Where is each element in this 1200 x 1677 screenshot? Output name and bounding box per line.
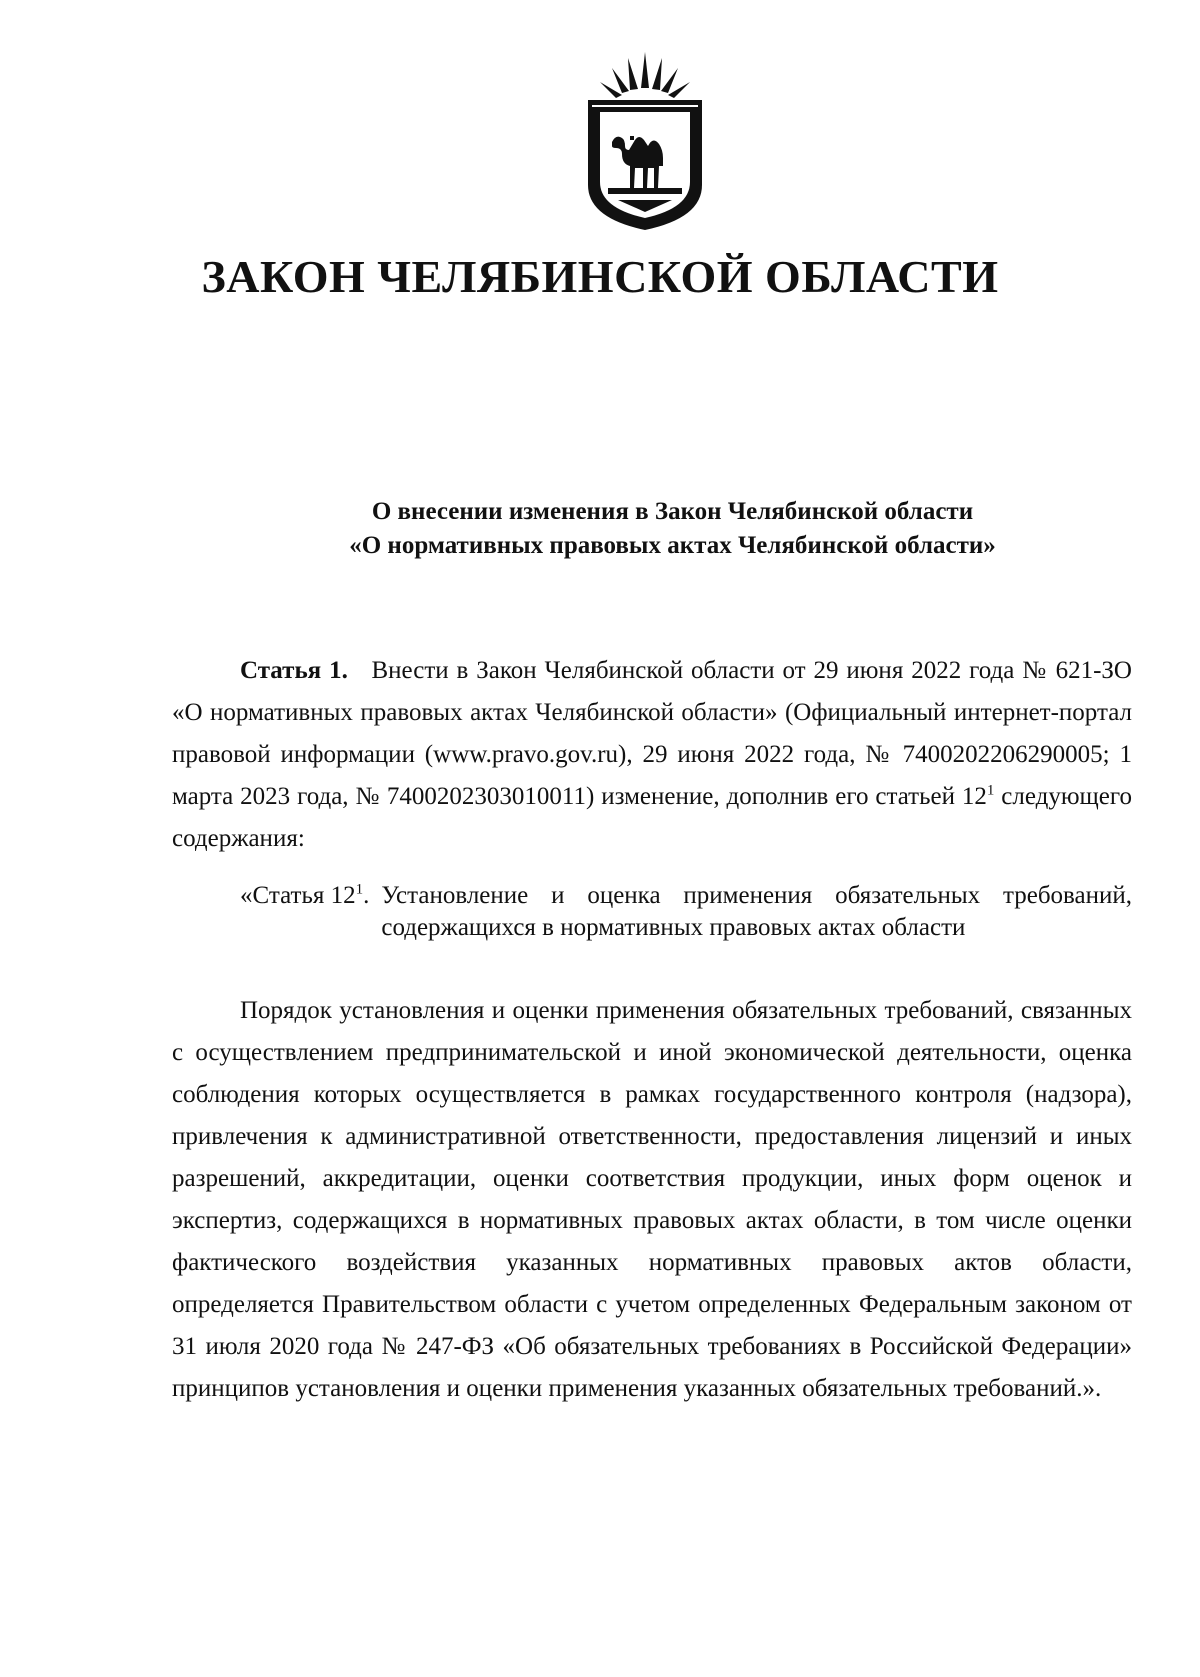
article-text: Внести в Закон Челябинской области от 29 июня 2022 года № 621-ЗО «О нормативных правовых актах Челябинской области» (Официальный интернет-портал правовой информации (www.pravo.gov.ru), 29 июня 2022 года, № 7400202206290005; 1 марта 2023 года, № 7400202303010011) изменение, дополнив его статьей 12 <box>172 657 1132 810</box>
inserted-article-heading <box>240 880 1132 944</box>
subtitle-line: О внесении изменения в Закон Челябинской области <box>371 498 974 525</box>
inserted-article-title: Установление и оценка применения обязательных требований, содержащихся в нормативных правовых актах области <box>381 882 1132 941</box>
inserted-article-paragraph: Порядок установления и оценки применения обязательных требований, связанных с осуществлением предпринимательской и иной экономической деятельности, оценка соблюдения которых осуществляется в рамках государственного контроля (надзора), привлечения к административной ответственности, предоставления лицензий и иных разрешений, аккредитации, оценки соответствия продукции, иных форм оценок и экспертиз, содержащихся в нормативных правовых актах области, в том числе оценки фактического воздействия указанных нормативных правовых актов области, определяется Правительством области с учетом определенных Федеральным законом от 31 июля 2020 года № 247-ФЗ «Об обязательных требованиях в Российской Федерации» принципов установления и оценки применения указанных обязательных требований.». <box>172 997 1132 1402</box>
subtitle-line: «О нормативных правовых актах Челябинской области» <box>349 532 996 559</box>
article-text-end: следующего содержания: <box>172 783 1133 852</box>
inserted-article-body <box>172 990 1132 1410</box>
label-suffix: . <box>363 882 370 909</box>
superscript: 1 <box>355 881 364 898</box>
article-1-paragraph <box>172 650 1132 860</box>
law-title: ЗАКОН ЧЕЛЯБИНСКОЙ ОБЛАСТИ <box>201 251 999 302</box>
inserted-article-label <box>240 880 381 944</box>
law-subtitle <box>0 495 1200 563</box>
article-1 <box>172 650 1132 860</box>
coat-of-arms-icon <box>570 50 720 235</box>
article-label: Статья 1. <box>240 657 348 684</box>
superscript: 1 <box>986 782 995 799</box>
label-text: «Статья 12 <box>240 882 356 909</box>
